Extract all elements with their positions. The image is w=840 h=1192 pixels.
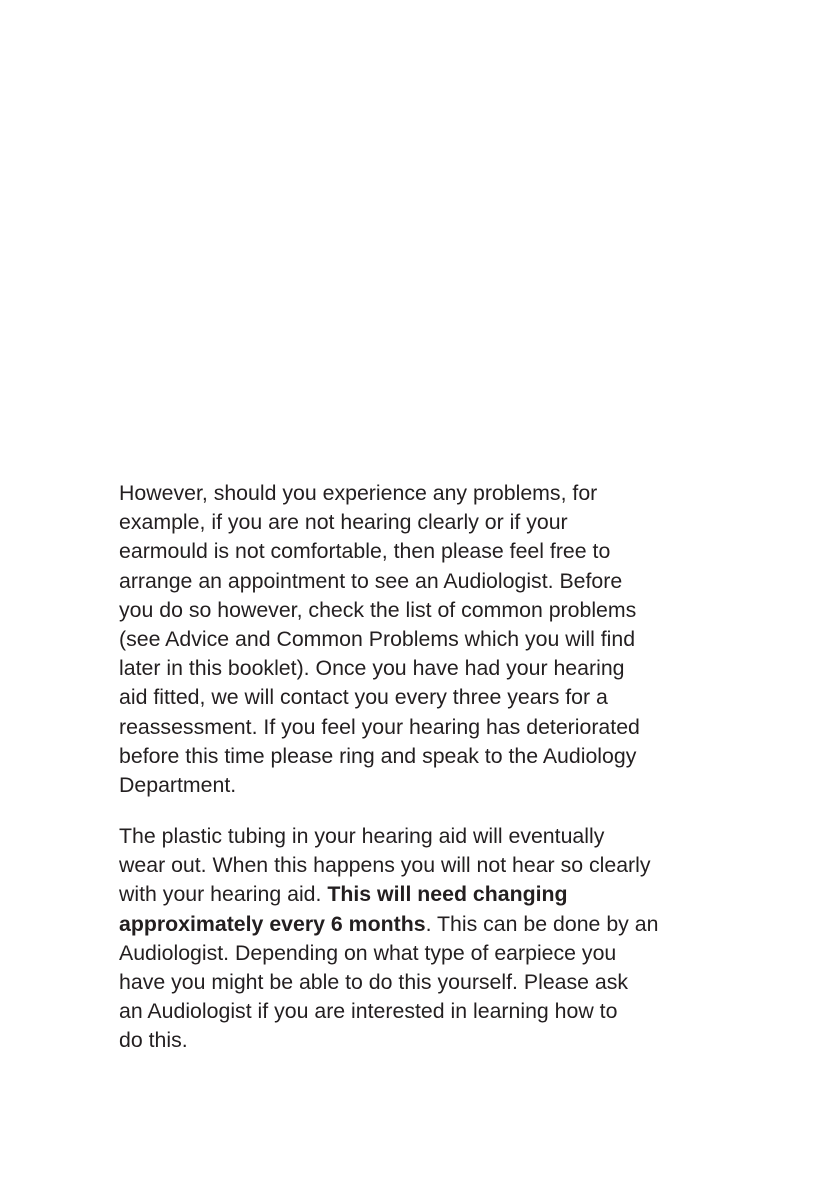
paragraph-problems: However, should you experience any problems, for example, if you are not hearing clearly or if your earmould is not comfortable, then please feel free to arrange an appointment to see an Audiologist. Before you do so however, check the list of common problems (see Advice and Common Problems which you will find later in this booklet). Once you have had your hearing aid fitted, we will contact you every three years for a reassessment. If you feel your hearing has deteriorated before this time please ring and speak to the Audiology Department. (119, 481, 640, 798)
paragraph-tubing-emphasis: This will need changing approximately every 6 months (119, 882, 568, 936)
paragraph-tubing-part-1: The plastic tubing in your hearing aid will eventually wear out. When this happens you will not hear so clearly with your hearing aid. (119, 824, 651, 907)
paragraph-tubing (119, 822, 729, 1056)
paragraph-tubing-part-2: . This can be done by an Audiologist. Depending on what type of earpiece you have you might be able to do this yourself. Please ask an Audiologist if you are interested in learning how to do this. (119, 911, 659, 1053)
